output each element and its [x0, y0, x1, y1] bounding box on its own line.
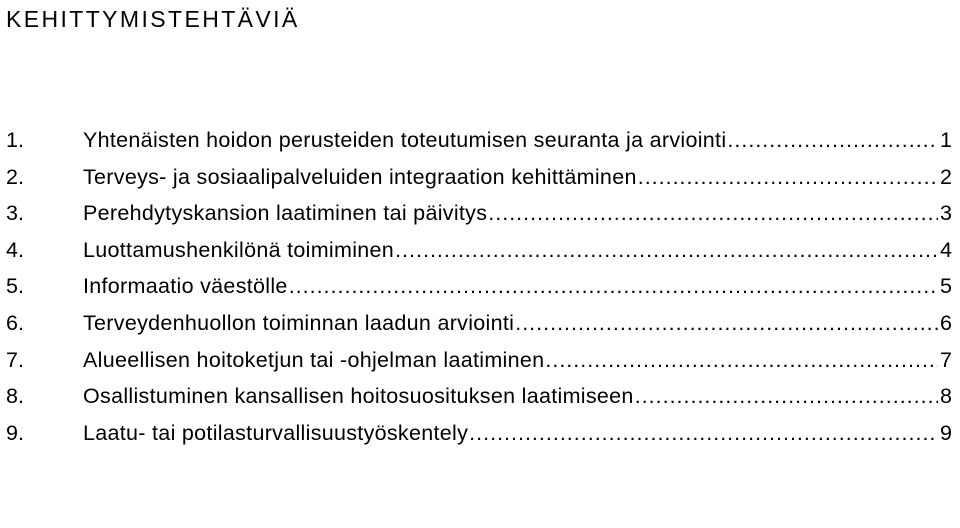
table-of-contents [6, 125, 952, 454]
toc-entry-page: 1 [940, 128, 952, 152]
toc-dot-leader [488, 198, 938, 228]
toc-dot-leader [727, 125, 938, 155]
toc-entry-title: Luottamushenkilönä toimiminen [83, 237, 395, 262]
toc-entry-page: 2 [940, 164, 952, 189]
toc-entry-number: 2. [6, 164, 24, 189]
toc-entry-title: Terveys- ja sosiaalipalveluiden integraation kehittäminen [83, 164, 637, 189]
toc-entry-number: 7. [6, 347, 24, 372]
toc-entry-title: Perehdytyskansion laatiminen tai päivitys [83, 201, 488, 226]
toc-dot-leader [545, 345, 938, 375]
toc-entry-page: 9 [940, 420, 952, 445]
toc-entry-title: Informaatio väestölle [83, 274, 288, 299]
toc-entry-3[interactable] [6, 198, 952, 235]
toc-entry-9[interactable] [6, 418, 952, 455]
page-title: KEHITTYMISTEHTÄVIÄ [6, 6, 300, 32]
toc-entry-title: Yhtenäisten hoidon perusteiden toteutumisen seuranta ja arviointi [83, 128, 727, 152]
toc-entry-number: 3. [6, 201, 24, 226]
toc-entry-2[interactable] [6, 162, 952, 199]
toc-entry-page: 4 [940, 237, 952, 262]
toc-entry-number: 1. [6, 128, 24, 152]
toc-entry-7[interactable] [6, 345, 952, 382]
toc-dot-leader [635, 381, 938, 411]
toc-entry-title: Alueellisen hoitoketjun tai -ohjelman laatiminen [83, 347, 545, 372]
toc-entry-page: 3 [940, 201, 952, 226]
toc-entry-number: 6. [6, 310, 24, 335]
toc-entry-number: 4. [6, 237, 24, 262]
toc-entry-page: 7 [940, 347, 952, 372]
toc-entry-8[interactable] [6, 381, 952, 418]
toc-entry-5[interactable] [6, 271, 952, 308]
toc-dot-leader [469, 418, 938, 448]
toc-entry-title: Laatu- tai potilasturvallisuustyöskentely [83, 420, 469, 445]
toc-entry-6[interactable] [6, 308, 952, 345]
toc-entry-title: Terveydenhuollon toiminnan laadun arviointi [83, 310, 515, 335]
toc-entry-page: 8 [940, 384, 952, 409]
toc-entry-title: Osallistuminen kansallisen hoitosuosituksen laatimiseen [83, 384, 634, 409]
toc-entry-number: 8. [6, 384, 24, 409]
toc-dot-leader [395, 235, 938, 265]
toc-entry-number: 9. [6, 420, 24, 445]
toc-dot-leader [515, 308, 938, 338]
toc-entry-1[interactable] [6, 125, 952, 162]
toc-dot-leader [289, 271, 938, 301]
toc-entry-page: 5 [940, 274, 952, 299]
toc-entry-number: 5. [6, 274, 24, 299]
toc-entry-page: 6 [940, 310, 952, 335]
toc-entry-4[interactable] [6, 235, 952, 272]
toc-dot-leader [638, 162, 938, 192]
